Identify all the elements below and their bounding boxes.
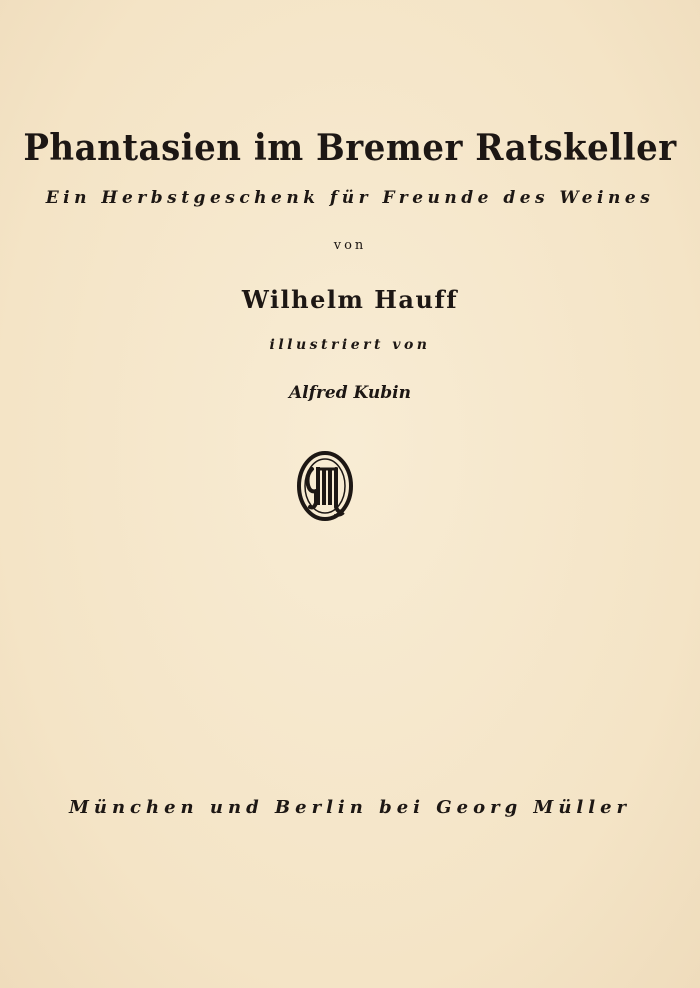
author-name: Wilhelm Hauff xyxy=(241,285,459,314)
book-title: Phantasien im Bremer Ratskeller xyxy=(23,126,677,170)
illustrator-name: Alfred Kubin xyxy=(288,383,411,403)
by-label: von xyxy=(333,238,367,253)
publisher-imprint: München und Berlin bei Georg Müller xyxy=(68,797,632,818)
publisher-monogram-logo xyxy=(296,451,354,525)
book-subtitle: Ein Herbstgeschenk für Freunde des Weines xyxy=(45,188,655,208)
illustrated-by-label: illustriert von xyxy=(269,337,431,353)
